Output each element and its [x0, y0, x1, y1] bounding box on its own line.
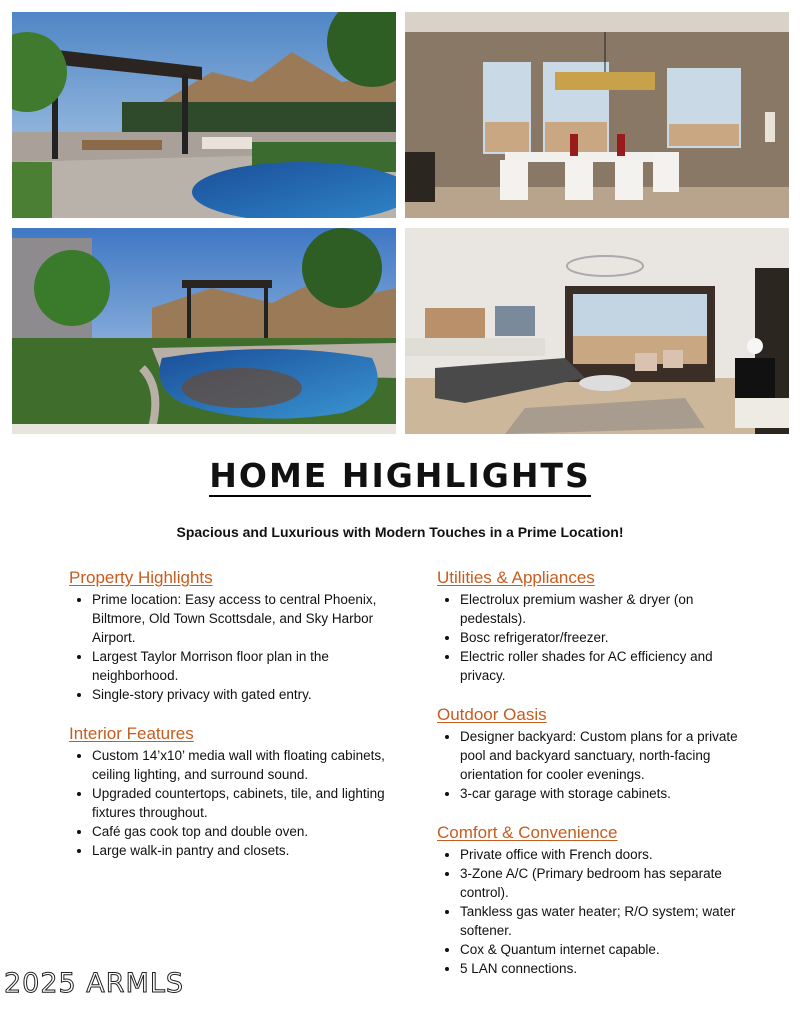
photo-pool-cabana	[12, 228, 396, 434]
list-item: • Electrolux premium washer & dryer (on pedestals).	[460, 590, 757, 628]
section-heading: Comfort & Convenience	[437, 823, 618, 842]
section-heading: Property Highlights	[69, 568, 213, 587]
section-outdoor-oasis	[437, 705, 757, 803]
section-interior-features	[69, 724, 399, 860]
list-item: • Café gas cook top and double oven.	[92, 822, 399, 841]
section-heading: Utilities & Appliances	[437, 568, 595, 587]
bullet-list	[437, 590, 757, 685]
list-item: • 5 LAN connections.	[460, 959, 757, 978]
list-item: • Single-story privacy with gated entry.	[92, 685, 399, 704]
copyright-watermark: 2025 ARMLS	[4, 968, 185, 999]
list-item: • Custom 14’x10’ media wall with floating cabinets, ceiling lighting, and surround sound.	[92, 746, 399, 784]
list-item: • 3-Zone A/C (Primary bedroom has separate control).	[460, 864, 757, 902]
bullet-list	[69, 746, 399, 860]
list-item: • Private office with French doors.	[460, 845, 757, 864]
list-item: • Designer backyard: Custom plans for a private pool and backyard sanctuary, north-facing orientation for cooler evenings.	[460, 727, 757, 784]
page-title: HOME HIGHLIGHTS	[209, 456, 591, 495]
section-comfort-convenience	[437, 823, 757, 978]
list-item: • Cox & Quantum internet capable.	[460, 940, 757, 959]
list-item: • 3-car garage with storage cabinets.	[460, 784, 757, 803]
page-subtitle: Spacious and Luxurious with Modern Touches in a Prime Location!	[176, 524, 624, 540]
list-item: • Largest Taylor Morrison floor plan in the neighborhood.	[92, 647, 399, 685]
right-column	[437, 568, 757, 998]
section-heading: Interior Features	[69, 724, 194, 743]
left-column	[69, 568, 399, 880]
list-item: • Bosc refrigerator/freezer.	[460, 628, 757, 647]
list-item: • Tankless gas water heater; R/O system; water softener.	[460, 902, 757, 940]
section-property-highlights	[69, 568, 399, 704]
section-utilities-appliances	[437, 568, 757, 685]
list-item: • Electric roller shades for AC efficiency and privacy.	[460, 647, 757, 685]
photo-dining-room	[405, 12, 789, 218]
photo-backyard-pergola	[12, 12, 396, 218]
list-item: • Upgraded countertops, cabinets, tile, and lighting fixtures throughout.	[92, 784, 399, 822]
list-item: • Large walk-in pantry and closets.	[92, 841, 399, 860]
photo-living-room	[405, 228, 789, 434]
bullet-list	[437, 845, 757, 978]
list-item: • Prime location: Easy access to central Phoenix, Biltmore, Old Town Scottsdale, and Sky Harbor Airport.	[92, 590, 399, 647]
bullet-list	[437, 727, 757, 803]
bullet-list	[69, 590, 399, 704]
section-heading: Outdoor Oasis	[437, 705, 547, 724]
